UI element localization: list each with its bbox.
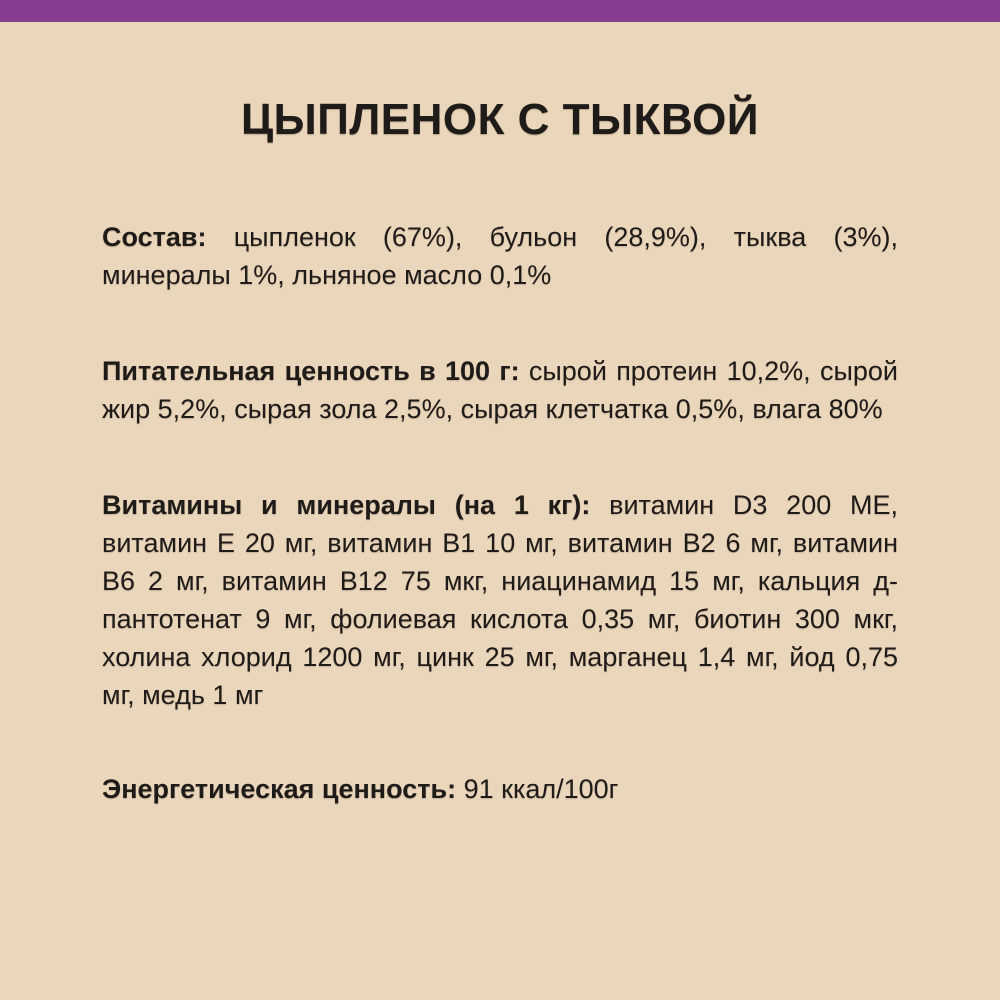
energy-text: 91 ккал/100г xyxy=(463,774,619,804)
energy-section xyxy=(102,770,898,808)
vitamins-label: Витамины и минералы (на 1 кг): xyxy=(102,490,591,520)
composition-label: Состав: xyxy=(102,222,207,252)
composition-text: цыпленок (67%), бульон (28,9%), тыква (3%), минералы 1%, льняное масло 0,1% xyxy=(102,222,898,290)
nutrition-text: сырой протеин 10,2%, сырой жир 5,2%, сырая зола 2,5%, сырая клетчатка 0,5%, влага 80% xyxy=(102,356,898,424)
energy-label: Энергетическая ценность: xyxy=(102,774,457,804)
composition-section xyxy=(102,218,898,294)
vitamins-section xyxy=(102,486,898,714)
product-title: ЦЫПЛЕНОК С ТЫКВОЙ xyxy=(241,95,759,144)
product-info-label xyxy=(102,92,898,808)
vitamins-text: витамин D3 200 МЕ, витамин Е 20 мг, витамин В1 10 мг, витамин В2 6 мг, витамин В6 2 мг, витамин В12 75 мкг, ниацинамид 15 мг, кальция д-пантотенат 9 мг, фолиевая кислота 0,35 мг, биотин 300 мкг, холина хлорид 1200 мг, цинк 25 мг, марганец 1,4 мг, йод 0,75 мг, медь 1 мг xyxy=(102,490,898,710)
nutrition-section xyxy=(102,352,898,428)
nutrition-label: Питательная ценность в 100 г: xyxy=(102,356,520,386)
top-accent-bar xyxy=(0,0,1000,22)
